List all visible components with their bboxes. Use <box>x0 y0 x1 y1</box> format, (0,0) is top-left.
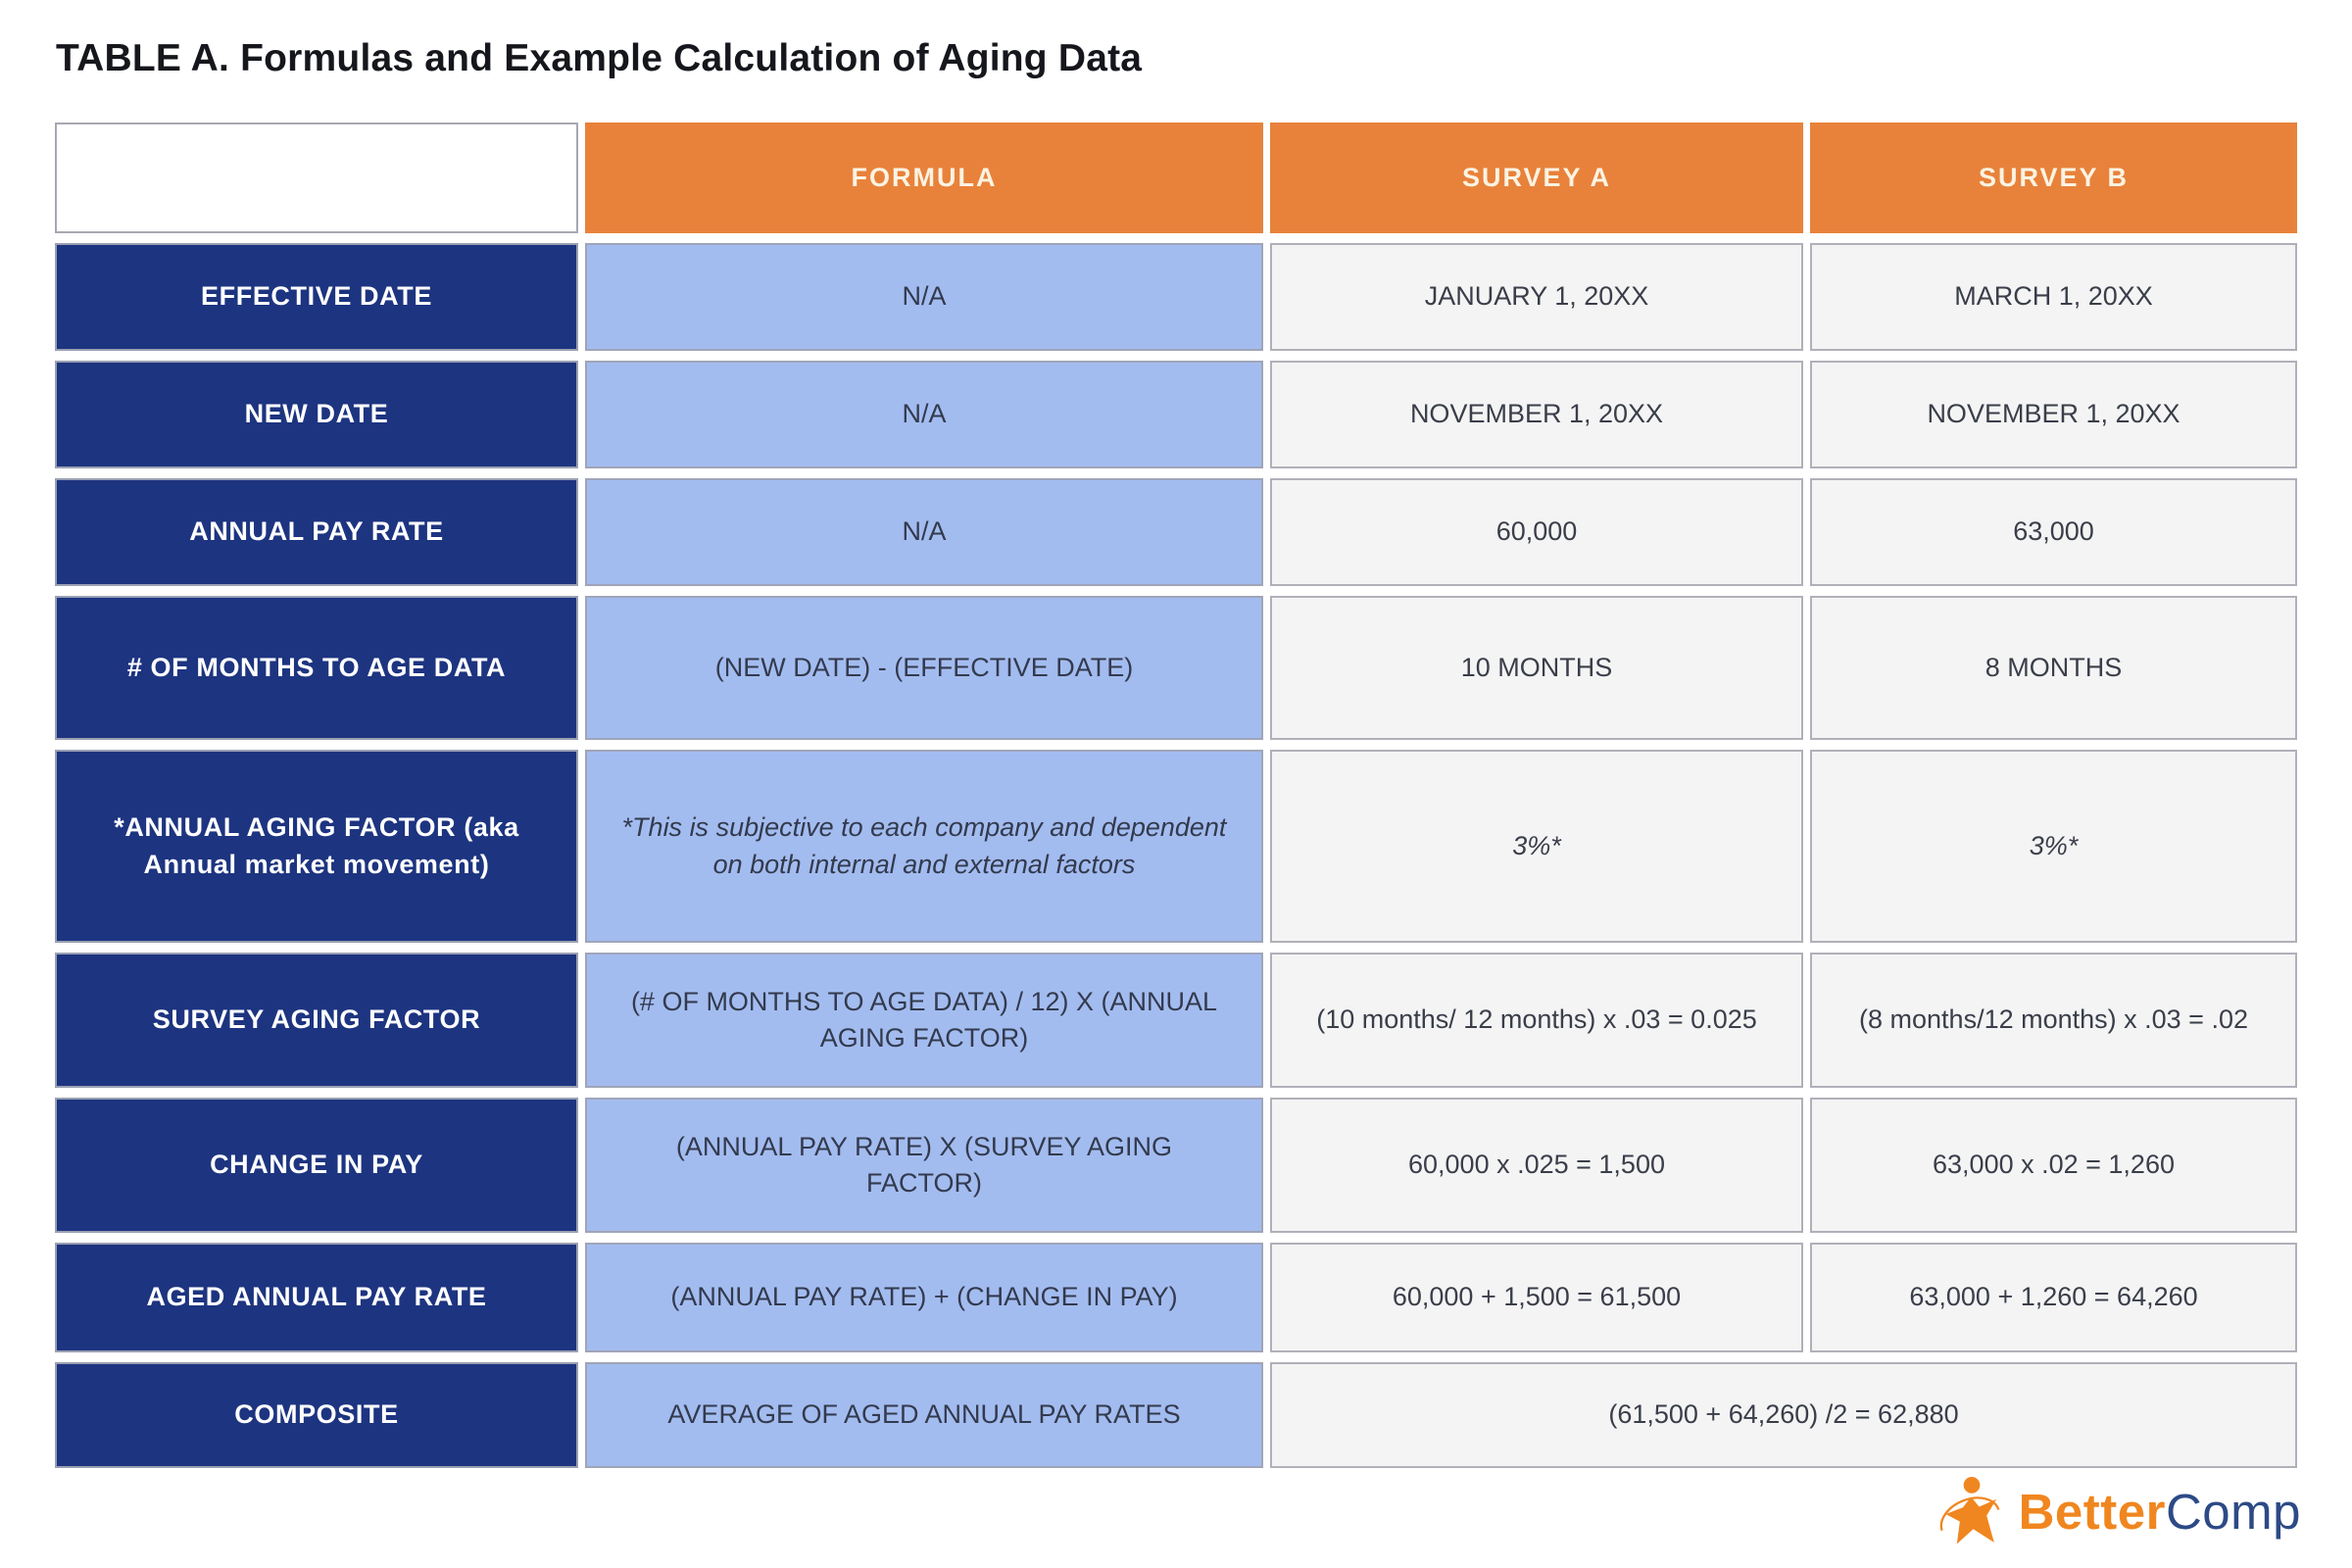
survey-b-cell: 3%* <box>1810 750 2297 943</box>
survey-b-cell: (8 months/12 months) x .03 = .02 <box>1810 953 2297 1088</box>
survey-a-cell: 3%* <box>1270 750 1803 943</box>
survey-a-cell: (10 months/ 12 months) x .03 = 0.025 <box>1270 953 1803 1088</box>
survey-a-cell: 60,000 + 1,500 = 61,500 <box>1270 1243 1803 1352</box>
survey-b-cell: 63,000 + 1,260 = 64,260 <box>1810 1243 2297 1352</box>
row-label-change-in-pay: CHANGE IN PAY <box>55 1098 578 1233</box>
logo-better-text: Better <box>2018 1483 2166 1540</box>
formula-cell: AVERAGE OF AGED ANNUAL PAY RATES <box>585 1362 1263 1468</box>
column-header-formula: FORMULA <box>585 122 1263 233</box>
formula-cell: N/A <box>585 478 1263 586</box>
row-label-annual-aging-factor: *ANNUAL AGING FACTOR (aka Annual market movement) <box>55 750 578 943</box>
formula-cell: (# OF MONTHS TO AGE DATA) / 12) X (ANNUAL AGING FACTOR) <box>585 953 1263 1088</box>
survey-b-cell: 63,000 <box>1810 478 2297 586</box>
formula-cell: N/A <box>585 243 1263 351</box>
survey-a-cell: 10 MONTHS <box>1270 596 1803 740</box>
formula-cell: (ANNUAL PAY RATE) X (SURVEY AGING FACTOR) <box>585 1098 1263 1233</box>
aging-data-table <box>55 122 2297 1468</box>
page-title: TABLE A. Formulas and Example Calculation of Aging Data <box>56 37 1143 79</box>
formula-cell: *This is subjective to each company and dependent on both internal and external factors <box>585 750 1263 943</box>
survey-a-cell: NOVEMBER 1, 20XX <box>1270 361 1803 468</box>
survey-b-cell: 8 MONTHS <box>1810 596 2297 740</box>
logo-wordmark <box>2019 1483 2301 1541</box>
survey-b-cell: NOVEMBER 1, 20XX <box>1810 361 2297 468</box>
logo-comp-text: Comp <box>2165 1483 2301 1540</box>
formula-cell: N/A <box>585 361 1263 468</box>
bettercomp-logo <box>1935 1472 2301 1550</box>
survey-a-cell: 60,000 x .025 = 1,500 <box>1270 1098 1803 1233</box>
survey-b-cell: MARCH 1, 20XX <box>1810 243 2297 351</box>
row-label-annual-pay-rate: ANNUAL PAY RATE <box>55 478 578 586</box>
survey-b-cell: 63,000 x .02 = 1,260 <box>1810 1098 2297 1233</box>
column-header-survey-a: SURVEY A <box>1270 122 1803 233</box>
star-person-icon <box>1935 1472 2009 1550</box>
row-label-effective-date: EFFECTIVE DATE <box>55 243 578 351</box>
row-label-composite: COMPOSITE <box>55 1362 578 1468</box>
formula-cell: (NEW DATE) - (EFFECTIVE DATE) <box>585 596 1263 740</box>
survey-a-cell: JANUARY 1, 20XX <box>1270 243 1803 351</box>
row-label-new-date: NEW DATE <box>55 361 578 468</box>
corner-cell <box>55 122 578 233</box>
formula-cell: (ANNUAL PAY RATE) + (CHANGE IN PAY) <box>585 1243 1263 1352</box>
composite-merged-cell: (61,500 + 64,260) /2 = 62,880 <box>1270 1362 2297 1468</box>
survey-a-cell: 60,000 <box>1270 478 1803 586</box>
row-label-months-to-age-data: # OF MONTHS TO AGE DATA <box>55 596 578 740</box>
row-label-survey-aging-factor: SURVEY AGING FACTOR <box>55 953 578 1088</box>
column-header-survey-b: SURVEY B <box>1810 122 2297 233</box>
row-label-aged-annual-pay-rate: AGED ANNUAL PAY RATE <box>55 1243 578 1352</box>
